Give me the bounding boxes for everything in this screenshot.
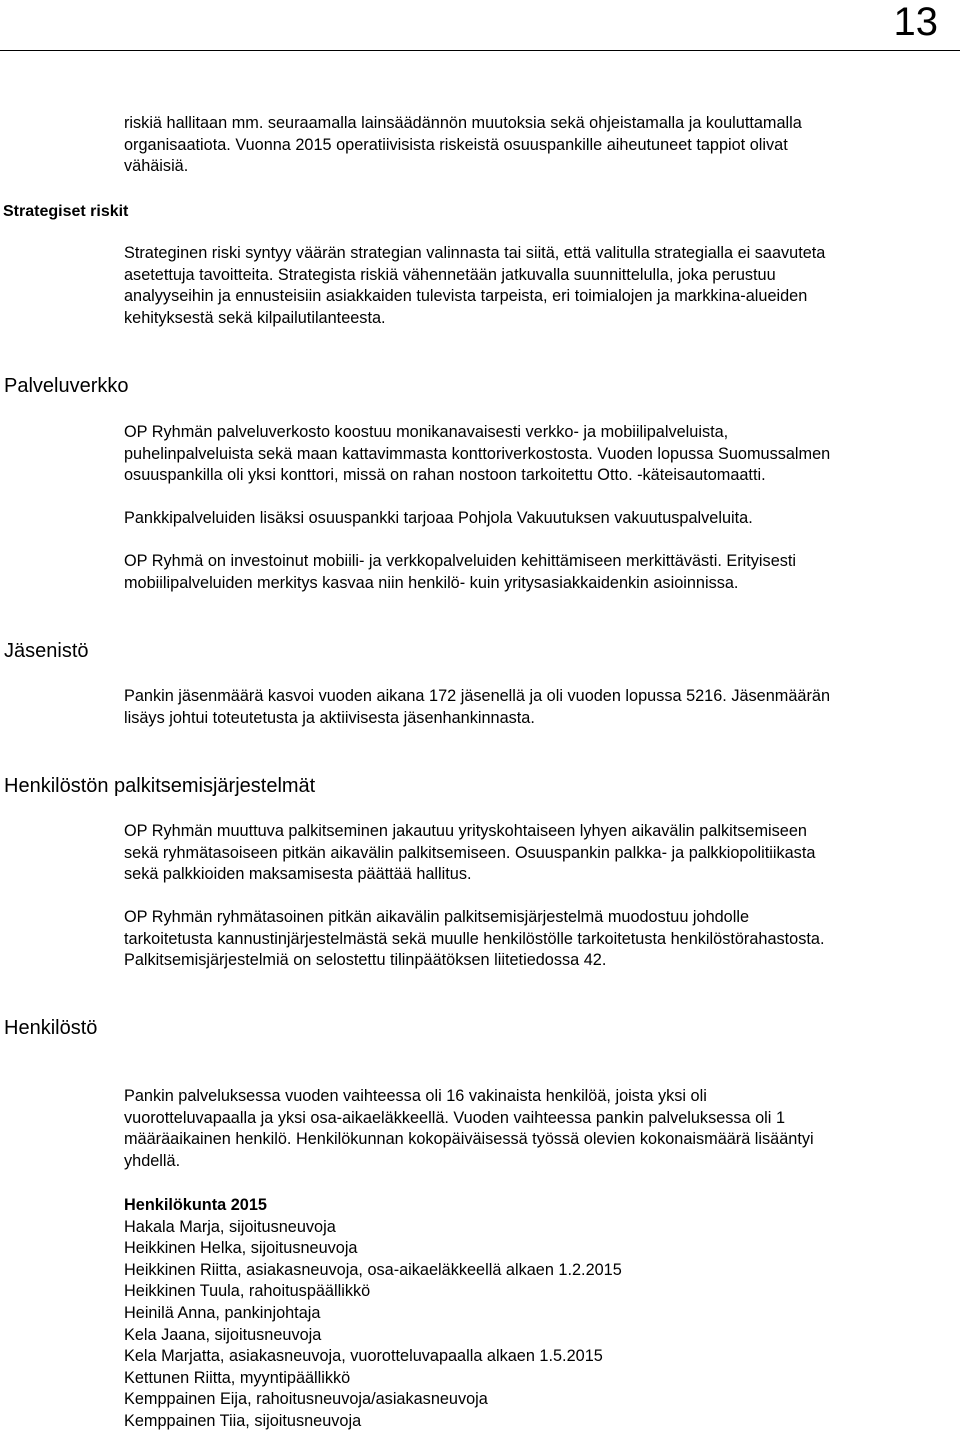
staff-list-item: Heikkinen Tuula, rahoituspäällikkö <box>124 1282 371 1301</box>
strategic-risks-paragraph <box>124 243 948 329</box>
text-line: sekä palkkioiden maksamisesta päättää hallitus. <box>124 865 472 884</box>
staff-list-item: Kemppainen Tiia, sijoitusneuvoja <box>124 1411 362 1430</box>
staff-list-item: Heikkinen Helka, sijoitusneuvoja <box>124 1239 358 1258</box>
text-line: vähäisiä. <box>124 157 189 176</box>
compensation-paragraph-2 <box>124 907 948 972</box>
page-number: 13 <box>893 0 938 44</box>
text-line: kehityksestä sekä kilpailutilanteesta. <box>124 308 386 327</box>
text-line: tarkoitetusta kannustinjärjestelmästä sekä muulle henkilöstölle tarkoitetusta henkilöstörahastosta. <box>124 929 825 948</box>
text-line: Pankin palveluksessa vuoden vaihteessa oli 16 vakinaista henkilöä, joista yksi oli <box>124 1087 707 1105</box>
text-line: yhdellä. <box>124 1151 181 1170</box>
heading-service-network: Palveluverkko <box>4 375 129 397</box>
service-network-paragraph-3 <box>124 551 948 594</box>
text-line: Pankin jäsenmäärä kasvoi vuoden aikana 172 jäsenellä ja oli vuoden lopussa 5216. Jäsenmäärän <box>124 687 830 705</box>
text-line: puhelinpalveluista sekä maan kattavimmasta konttoriverkostosta. Vuoden lopussa Suomussalmen <box>124 444 831 463</box>
staff-list <box>124 1195 948 1433</box>
text-line: lisäys johtui toteutetusta ja aktiivisesta jäsenhankinnasta. <box>124 708 535 727</box>
staff-list-item: Kettunen Riitta, myyntipäällikkö <box>124 1368 351 1387</box>
membership-paragraph <box>124 686 948 729</box>
heading-strategic-risks: Strategiset riskit <box>3 203 129 220</box>
heading-personnel: Henkilöstö <box>4 1017 98 1039</box>
staff-list-item: Hakala Marja, sijoitusneuvoja <box>124 1217 336 1236</box>
personnel-paragraph <box>124 1086 948 1172</box>
text-line: Strateginen riski syntyy väärän strategian valinnasta tai siitä, että valitulla strategialla ei saavuteta <box>124 244 826 262</box>
heading-compensation-systems: Henkilöstön palkitsemisjärjestelmät <box>4 775 316 797</box>
staff-list-item: Kela Jaana, sijoitusneuvoja <box>124 1325 322 1344</box>
text-line: määräaikainen henkilö. Henkilökunnan kokopäiväisessä työssä olevien kokonaismäärä lisääntyi <box>124 1130 814 1149</box>
staff-list-title: Henkilökunta 2015 <box>124 1196 267 1214</box>
text-line: asetettuja tavoitteita. Strategista riskiä vähennetään jatkuvalla suunnittelulla, joka perustuu <box>124 265 776 284</box>
compensation-paragraph-1 <box>124 821 948 886</box>
header-rule <box>0 50 960 51</box>
service-network-paragraph-1 <box>124 422 948 487</box>
text-line: OP Ryhmä on investoinut mobiili- ja verkkopalveluiden kehittämiseen merkittävästi. Erityisesti <box>124 552 797 570</box>
operational-risk-continuation <box>124 113 948 178</box>
text-line: vuorotteluvapaalla ja yksi osa-aikaeläkkeellä. Vuoden vaihteessa pankin palveluksessa oli 1 <box>124 1108 785 1127</box>
service-network-paragraph-2 <box>124 508 948 530</box>
text-line: Pankkipalveluiden lisäksi osuuspankki tarjoaa Pohjola Vakuutuksen vakuutuspalveluita. <box>124 509 753 527</box>
text-line: analyyseihin ja ennusteisiin asiakkaiden tulevista tarpeista, eri toimialojen ja markkina-alueiden <box>124 287 808 306</box>
heading-membership: Jäsenistö <box>4 640 89 662</box>
staff-list-item: Heikkinen Riitta, asiakasneuvoja, osa-aikaeläkkeellä alkaen 1.2.2015 <box>124 1260 622 1279</box>
text-line: organisaatiota. Vuonna 2015 operatiivisista riskeistä osuuspankille aiheutuneet tappiot olivat <box>124 135 788 154</box>
text-line: Palkitsemisjärjestelmiä on selostettu tilinpäätöksen liitetiedossa 42. <box>124 951 607 970</box>
text-line: OP Ryhmän ryhmätasoinen pitkän aikavälin palkitsemisjärjestelmä muodostuu johdolle <box>124 908 750 926</box>
text-line: riskiä hallitaan mm. seuraamalla lainsäädännön muutoksia sekä ohjeistamalla ja kouluttamalla <box>124 114 802 132</box>
text-line: OP Ryhmän palveluverkosto koostuu monikanavaisesti verkko- ja mobiilipalveluista, <box>124 423 729 441</box>
text-line: OP Ryhmän muuttuva palkitseminen jakautuu yrityskohtaiseen lyhyen aikavälin palkitsemiseen <box>124 822 807 840</box>
text-line: mobiilipalveluiden merkitys kasvaa niin henkilö- kuin yritysasiakkaidenkin asioinnissa. <box>124 573 739 592</box>
staff-list-item: Kemppainen Eija, rahoitusneuvoja/asiakasneuvoja <box>124 1390 488 1409</box>
staff-list-item: Heinilä Anna, pankinjohtaja <box>124 1303 321 1322</box>
text-line: osuuspankilla oli yksi konttori, missä on rahan nostoon tarkoitettu Otto. -käteisautomaatti. <box>124 466 766 485</box>
staff-list-item: Kela Marjatta, asiakasneuvoja, vuorotteluvapaalla alkaen 1.5.2015 <box>124 1347 603 1366</box>
text-line: sekä ryhmätasoiseen pitkän aikavälin palkitsemiseen. Osuuspankin palkka- ja palkkiopolitiikasta <box>124 843 816 862</box>
